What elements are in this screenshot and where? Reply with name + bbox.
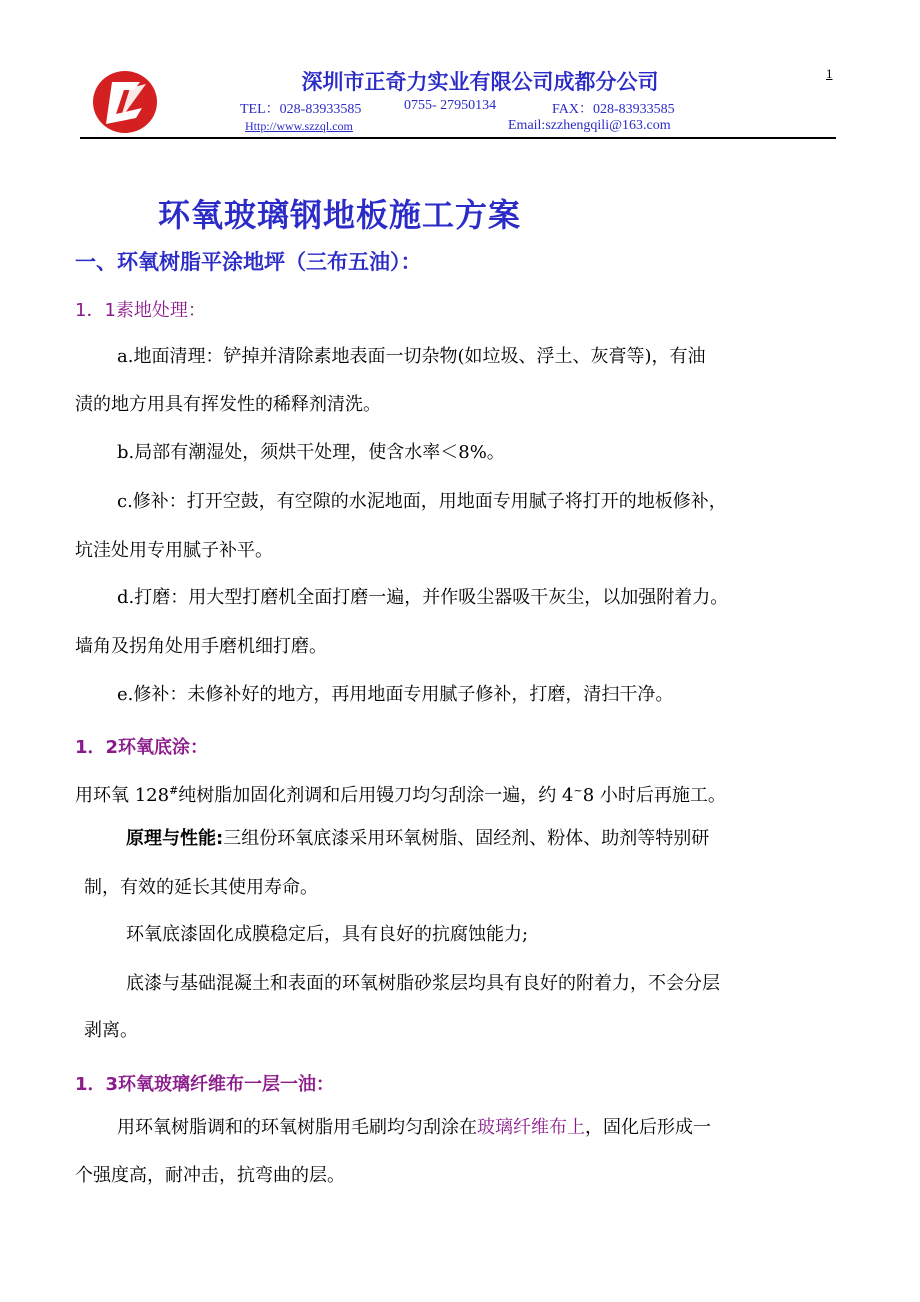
paragraph-a-line1: a.地面清理：铲掉并清除素地表面一切杂物(如垃圾、浮土、灰膏等)，有油 (117, 346, 706, 367)
primer-sup-tilde: ~ (573, 784, 583, 797)
header-divider (80, 137, 836, 139)
primer-text-c: 8 小时后再施工。 (582, 785, 726, 806)
section-1-3-heading: 1．3环氧玻璃纤维布一层一油： (75, 1074, 335, 1095)
primer-adhesion-line1: 底漆与基础混凝土和表面的环氧树脂砂浆层均具有良好的附着力，不会分层 (126, 973, 720, 994)
paragraph-a-line2: 渍的地方用具有挥发性的稀释剂清洗。 (75, 394, 381, 415)
company-name: 深圳市正奇力实业有限公司成都分公司 (301, 70, 659, 94)
primer-adhesion-line2: 剥离。 (84, 1020, 138, 1041)
primer-sup-hash: # (169, 784, 179, 797)
page-number: 1 (826, 66, 833, 81)
fiberglass-line1 (117, 1117, 711, 1139)
email-address: Email:szzhengqili@163.com (508, 118, 671, 133)
primer-corrosion-text: 环氧底漆固化成膜稳定后，具有良好的抗腐蚀能力; (126, 924, 529, 945)
paragraph-b: b.局部有潮湿处，须烘干处理，使含水率＜8%。 (117, 442, 505, 463)
section-1-heading: 一、环氧树脂平涂地坪（三布五油）： (75, 250, 422, 274)
principle-label: 原理与性能: (126, 828, 224, 849)
primer-text-b: 纯树脂加固化剂调和后用镘刀均匀刮涂一遍，约 4 (178, 785, 574, 806)
principle-line2: 制，有效的延长其使用寿命。 (84, 877, 318, 898)
principle-text: 三组份环氧底漆采用环氧树脂、固经剂、粉体、助剂等特别研 (223, 828, 710, 849)
paragraph-c-line2: 坑洼处用专用腻子补平。 (75, 540, 273, 561)
document-title: 环氧玻璃钢地板施工方案 (158, 196, 522, 234)
paragraph-d-line1: d.打磨：用大型打磨机全面打磨一遍，并作吸尘器吸干灰尘，以加强附着力。 (117, 587, 729, 608)
fiberglass-text-a: 用环氧树脂调和的环氧树脂用毛刷均匀刮涂在 (117, 1117, 477, 1138)
principle-line1 (126, 828, 709, 850)
company-logo-icon (90, 68, 160, 136)
fiberglass-text-b: ，固化后形成一 (585, 1117, 711, 1138)
paragraph-e: e.修补：未修补好的地方，再用地面专用腻子修补，打磨，清扫干净。 (117, 684, 674, 705)
paragraph-epoxy-primer (75, 780, 726, 807)
fax-number: FAX：028-83933585 (552, 102, 675, 117)
fiberglass-highlight: 玻璃纤维布上 (477, 1117, 585, 1138)
paragraph-c-line1: c.修补：打开空鼓，有空隙的水泥地面，用地面专用腻子将打开的地板修补， (117, 491, 727, 512)
tel-number-2: 0755- 27950134 (404, 98, 497, 113)
tel-number: TEL：028-83933585 (240, 102, 362, 117)
section-1-2-heading: 1．2环氧底涂： (75, 737, 209, 758)
fiberglass-line2: 个强度高，耐冲击，抗弯曲的层。 (75, 1165, 345, 1186)
primer-text-a: 用环氧 128 (75, 785, 170, 806)
website-link[interactable]: Http://www.szzql.com (245, 119, 353, 133)
section-1-1-heading: 1．1素地处理： (75, 300, 206, 321)
paragraph-d-line2: 墙角及拐角处用手磨机细打磨。 (75, 636, 327, 657)
